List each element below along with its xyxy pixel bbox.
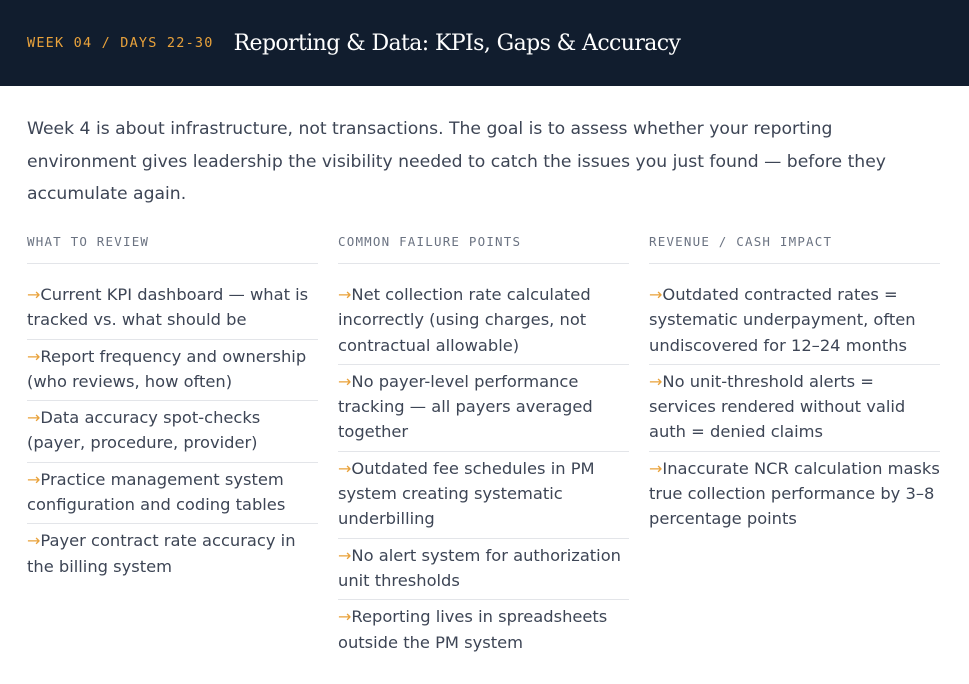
item-text: No alert system for authorization unit thresholds <box>338 545 621 590</box>
column-revenue-cash-impact <box>649 228 940 661</box>
list-item <box>27 401 318 463</box>
arrow-icon: → <box>27 408 41 428</box>
item-text: Outdated fee schedules in PM system creating systematic underbilling <box>338 458 595 529</box>
column-what-to-review <box>27 228 318 661</box>
item-text: Data accuracy spot-checks (payer, procedure, provider) <box>27 408 261 453</box>
list-item <box>338 278 629 365</box>
arrow-icon: → <box>338 285 352 304</box>
list-item <box>27 340 318 402</box>
list-item <box>649 278 940 365</box>
item-text: Report frequency and ownership (who reviews, how often) <box>27 346 307 391</box>
item-list <box>649 264 940 538</box>
item-text: Reporting lives in spreadsheets outside the PM system <box>338 607 608 652</box>
card-title: Reporting & Data: KPIs, Gaps & Accuracy <box>233 30 681 56</box>
list-item <box>27 524 318 585</box>
arrow-icon: → <box>27 285 41 304</box>
list-item <box>338 539 629 601</box>
item-text: Net collection rate calculated incorrectly (using charges, not contractual allowable) <box>338 285 591 355</box>
item-text: Outdated contracted rates = systematic underpayment, often undiscovered for 12–24 months <box>649 285 916 355</box>
arrow-icon: → <box>649 371 663 391</box>
arrow-icon: → <box>338 371 352 391</box>
item-text: Practice management system configuration and coding tables <box>27 469 286 515</box>
arrow-icon: → <box>27 346 41 366</box>
arrow-icon: → <box>27 469 41 489</box>
list-item <box>27 278 318 340</box>
list-item <box>27 463 318 525</box>
arrow-icon: → <box>338 545 352 565</box>
column-heading: REVENUE / CASH IMPACT <box>649 228 940 264</box>
intro-paragraph: Week 4 is about infrastructure, not transactions. The goal is to assess whether your reporting environment gives leadership the visibility needed to catch the issues you just found — before they accumulate again. <box>27 119 886 204</box>
item-text: No unit-threshold alerts = services rendered without valid auth = denied claims <box>649 371 906 442</box>
list-item <box>338 365 629 452</box>
column-heading: WHAT TO REVIEW <box>27 228 318 264</box>
arrow-icon: → <box>338 607 352 627</box>
arrow-icon: → <box>338 458 352 478</box>
list-item <box>338 600 629 661</box>
column-heading: COMMON FAILURE POINTS <box>338 228 629 264</box>
list-item <box>649 452 940 538</box>
item-text: Payer contract rate accuracy in the billing system <box>27 531 296 576</box>
column-common-failure-points <box>338 228 629 661</box>
arrow-icon: → <box>649 285 663 304</box>
list-item <box>649 365 940 452</box>
card-header <box>0 0 969 86</box>
arrow-icon: → <box>649 458 663 478</box>
list-item <box>338 452 629 539</box>
item-text: Current KPI dashboard — what is tracked vs. what should be <box>27 285 309 330</box>
item-list <box>27 264 318 585</box>
arrow-icon: → <box>27 531 41 551</box>
item-text: Inaccurate NCR calculation masks true collection performance by 3–8 percentage points <box>649 458 940 529</box>
week-tag: WEEK 04 / DAYS 22-30 <box>27 35 214 51</box>
columns <box>27 228 940 661</box>
item-text: No payer-level performance tracking — all payers averaged together <box>338 371 593 442</box>
item-list <box>338 264 629 661</box>
